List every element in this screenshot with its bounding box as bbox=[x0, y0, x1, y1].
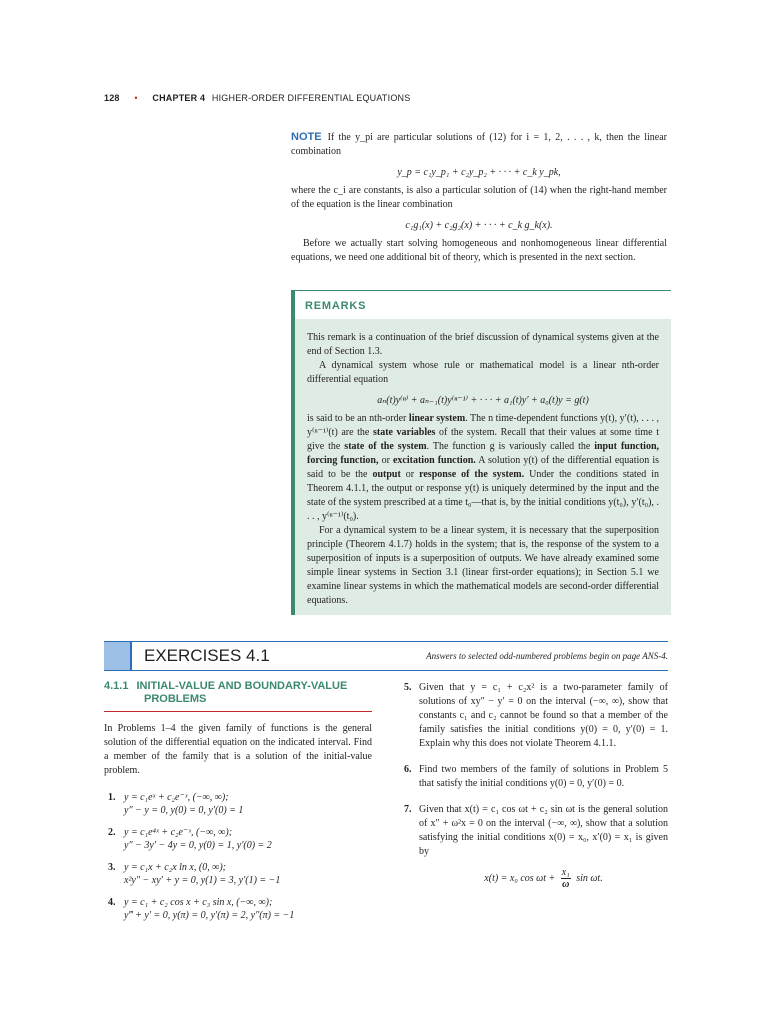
remarks-body bbox=[295, 319, 671, 615]
note-paragraph-3: Before we actually start solving homogeneous and nonhomogeneous linear differential equations, we need one additional bit of theory, which is presented in the next section. bbox=[291, 238, 667, 263]
remarks-paragraph-4: For a dynamical system to be a linear system, it is necessary that the superposition principle (Theorem 4.1.7) holds in the system; that is, the response of the system to a superposition of inputs is a superposition of outputs. We have already examined some simple linear systems in Section 3.1 (linear first-order equations); in Section 5.1 we examine linear systems in which the mathematical models are second-order differential equations. bbox=[307, 525, 659, 606]
exercises-title: EXERCISES 4.1 bbox=[144, 646, 270, 665]
exercises-intro: In Problems 1–4 the given family of functions is the general solution of the differential equation on the indicated interval. Find a member of the family that is a solution of the initial-value problem. bbox=[104, 723, 372, 776]
running-header bbox=[104, 93, 410, 103]
exercises-answers-note: Answers to selected odd-numbered problems begin on page ANS-4. bbox=[426, 651, 668, 661]
section-heading: 4.1.1 INITIAL-VALUE AND BOUNDARY-VALUE PROBLEMS bbox=[104, 680, 372, 712]
problem-1: 1. y = c₁eˣ + c₂e⁻ˣ, (−∞, ∞); y″ − y = 0, y(0) = 0, y′(0) = 1 bbox=[108, 792, 244, 816]
problem-3: 3. y = c₁x + c₂x ln x, (0, ∞); x²y″ − xy′ + y = 0, y(1) = 3, y′(1) = −1 bbox=[108, 862, 281, 886]
exercises-divider bbox=[130, 642, 132, 670]
note-block bbox=[291, 130, 667, 265]
note-paragraph-2: where the c_i are constants, is also a particular solution of (14) when the right-hand member of the equation is the linear combination bbox=[291, 185, 667, 210]
remarks-paragraph-2: A dynamical system whose rule or mathematical model is a linear nth-order differential equation bbox=[307, 360, 659, 385]
note-label: NOTE bbox=[291, 131, 322, 143]
exercises-color-block bbox=[104, 642, 130, 670]
problem-5: 5. Given that y = c₁ + c₂x² is a two-parameter family of solutions of xy″ − y′ = 0 on the interval (−∞, ∞), show that constants c₁ and c₂ cannot be found so that a member of the family satisfies the initial conditions y(0) = 0, y′(0) = 1. Explain why this does not violate Theorem 4.1.1. bbox=[404, 682, 668, 749]
problem-7: 7. Given that x(t) = c₁ cos ωt + c₂ sin ωt is the general solution of x″ + ω²x = 0 on the interval (−∞, ∞), show that a solution satisfying the initial conditions x(0) = x₀, x′(0) = x₁ is given by x(t) = x₀ cos ωt + $\frac{\text{x₁}}{\omega}$ sin ωt. bbox=[404, 804, 668, 890]
problem-4: 4. y = c₁ + c₂ cos x + c₃ sin x, (−∞, ∞); y‴ + y′ = 0, y(π) = 0, y′(π) = 2, y″(π) = −1 bbox=[108, 897, 295, 921]
problem-7-equation: x(t) = x₀ cos ωt + $\frac{\text{x₁}}{\omega}$ sin ωt. bbox=[484, 867, 603, 890]
remarks-equation: aₙ(t)y⁽ⁿ⁾ + aₙ₋₁(t)y⁽ⁿ⁻¹⁾ + · · · + a₁(t)y′ + a₀(t)y = g(t) bbox=[377, 395, 589, 406]
chapter-title: HIGHER-ORDER DIFFERENTIAL EQUATIONS bbox=[211, 93, 411, 103]
remarks-box bbox=[291, 290, 671, 615]
exercises-right-column bbox=[400, 681, 668, 890]
remarks-title: REMARKS bbox=[305, 300, 367, 312]
header-bullet: • bbox=[134, 93, 138, 103]
problem-6: 6. Find two members of the family of solutions in Problem 5 that satisfy the initial conditions y(0) = 0, y′(0) = 0. bbox=[404, 764, 668, 789]
remarks-paragraph-1: This remark is a continuation of the brief discussion of dynamical systems given at the end of Section 1.3. bbox=[307, 332, 659, 357]
note-equation-2: c₁g₁(x) + c₂g₂(x) + · · · + c_k g_k(x). bbox=[405, 220, 553, 231]
note-equation-1: y_p = c₁y_p₁ + c₂y_p₂ + · · · + c_k y_pk, bbox=[397, 167, 561, 178]
note-paragraph-1: NOTE If the y_pi are particular solutions of (12) for i = 1, 2, . . . , k, then the linear combination bbox=[291, 131, 667, 157]
exercises-header bbox=[104, 641, 668, 671]
problem-2: 2. y = c₁e⁴ˣ + c₂e⁻ˣ, (−∞, ∞); y″ − 3y′ − 4y = 0, y(0) = 1, y′(0) = 2 bbox=[108, 827, 272, 851]
exercises-left-column bbox=[104, 680, 372, 922]
remarks-paragraph-3: is said to be an nth-order linear system. The n time-dependent functions y(t), y′(t), . . . , y⁽ⁿ⁻¹⁾(t) are the state variables of the system. Recall that their values at some time t give the state of the system. The function g is variously called the input function, forcing function, or excitation function. A solution y(t) of the differential equation is said to be the output or response of the system. Under the conditions stated in Theorem 4.1.1, the output or response y(t) is uniquely determined by the input and the state of the system prescribed at a time t₀—that is, by the initial conditions y(t₀), y′(t₀), . . . , y⁽ⁿ⁻¹⁾(t₀). bbox=[307, 413, 660, 522]
page-number: 128 bbox=[104, 93, 120, 103]
chapter-label: CHAPTER 4 bbox=[152, 93, 206, 103]
